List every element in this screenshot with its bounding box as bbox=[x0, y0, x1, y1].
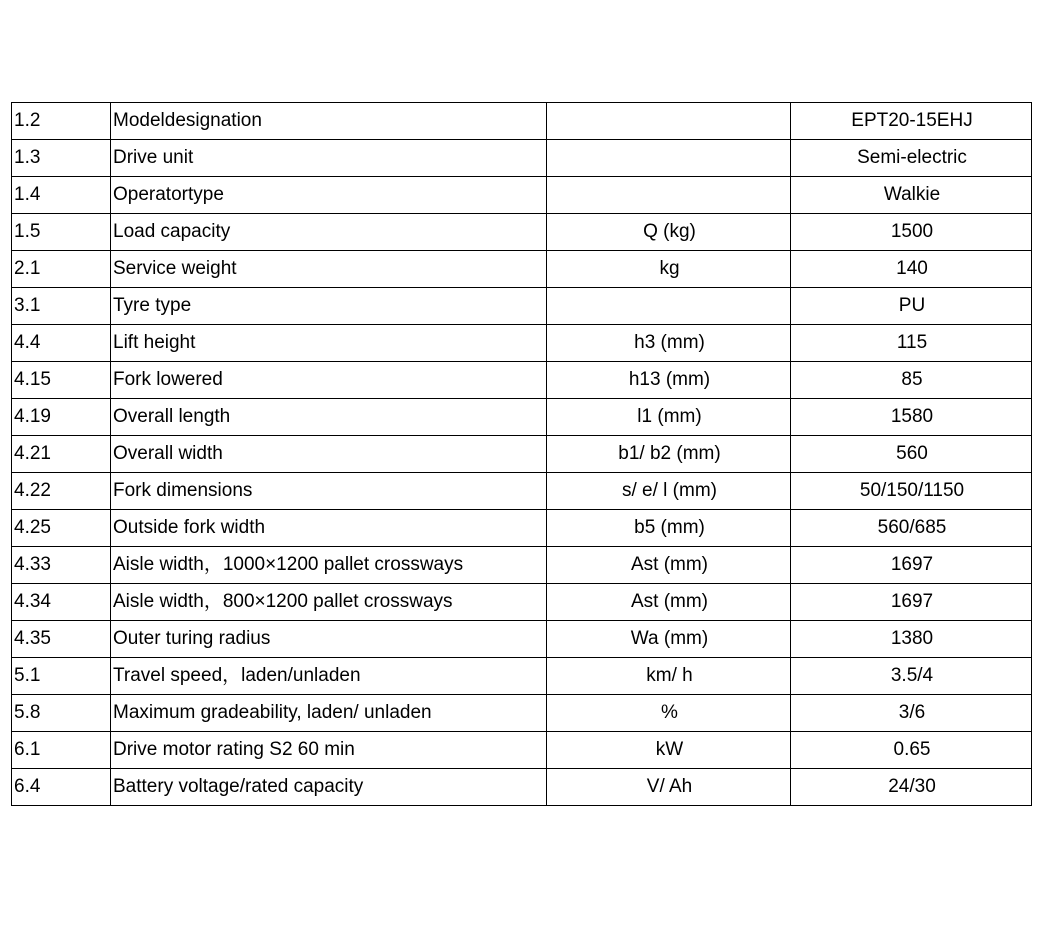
row-value: 560/685 bbox=[791, 510, 1032, 547]
row-unit: h13 (mm) bbox=[547, 362, 791, 399]
row-unit: h3 (mm) bbox=[547, 325, 791, 362]
row-number: 4.19 bbox=[12, 399, 111, 436]
row-value: 24/30 bbox=[791, 769, 1032, 806]
row-number: 4.35 bbox=[12, 621, 111, 658]
row-value: 560 bbox=[791, 436, 1032, 473]
row-value: 1500 bbox=[791, 214, 1032, 251]
row-value: 140 bbox=[791, 251, 1032, 288]
table-row bbox=[12, 769, 1032, 806]
row-item: Modeldesignation bbox=[111, 103, 547, 140]
table-row bbox=[12, 399, 1032, 436]
row-unit: % bbox=[547, 695, 791, 732]
table-row bbox=[12, 510, 1032, 547]
row-value: 1580 bbox=[791, 399, 1032, 436]
row-value: 50/150/1150 bbox=[791, 473, 1032, 510]
row-item: Maximum gradeability, laden/ unladen bbox=[111, 695, 547, 732]
row-unit: Q (kg) bbox=[547, 214, 791, 251]
table-row bbox=[12, 288, 1032, 325]
row-number: 4.15 bbox=[12, 362, 111, 399]
row-number: 1.4 bbox=[12, 177, 111, 214]
row-value: 3/6 bbox=[791, 695, 1032, 732]
row-item: Fork lowered bbox=[111, 362, 547, 399]
row-value: EPT20-15EHJ bbox=[791, 103, 1032, 140]
row-unit: b1/ b2 (mm) bbox=[547, 436, 791, 473]
row-item: Battery voltage/rated capacity bbox=[111, 769, 547, 806]
row-item: Load capacity bbox=[111, 214, 547, 251]
row-value: 1380 bbox=[791, 621, 1032, 658]
row-number: 4.22 bbox=[12, 473, 111, 510]
table-row bbox=[12, 695, 1032, 732]
row-item: Aisle width，1000×1200 pallet crossways bbox=[111, 547, 547, 584]
row-unit: s/ e/ l (mm) bbox=[547, 473, 791, 510]
row-unit: Ast (mm) bbox=[547, 584, 791, 621]
spec-table bbox=[11, 102, 1032, 806]
row-unit bbox=[547, 177, 791, 214]
row-value: 1697 bbox=[791, 584, 1032, 621]
row-value: 1697 bbox=[791, 547, 1032, 584]
row-item: Drive unit bbox=[111, 140, 547, 177]
row-unit bbox=[547, 103, 791, 140]
row-unit: Ast (mm) bbox=[547, 547, 791, 584]
row-number: 5.1 bbox=[12, 658, 111, 695]
row-number: 1.3 bbox=[12, 140, 111, 177]
row-number: 6.1 bbox=[12, 732, 111, 769]
row-item: Outside fork width bbox=[111, 510, 547, 547]
row-item: Outer turing radius bbox=[111, 621, 547, 658]
table-row bbox=[12, 325, 1032, 362]
row-value: PU bbox=[791, 288, 1032, 325]
row-number: 1.5 bbox=[12, 214, 111, 251]
table-row bbox=[12, 584, 1032, 621]
table-row bbox=[12, 251, 1032, 288]
row-unit: V/ Ah bbox=[547, 769, 791, 806]
row-item: Fork dimensions bbox=[111, 473, 547, 510]
row-item: Lift height bbox=[111, 325, 547, 362]
row-item: Overall width bbox=[111, 436, 547, 473]
row-unit bbox=[547, 288, 791, 325]
row-item: Operatortype bbox=[111, 177, 547, 214]
row-number: 6.4 bbox=[12, 769, 111, 806]
table-row bbox=[12, 140, 1032, 177]
row-number: 3.1 bbox=[12, 288, 111, 325]
row-unit: Wa (mm) bbox=[547, 621, 791, 658]
row-item: Service weight bbox=[111, 251, 547, 288]
spec-table-body bbox=[12, 103, 1032, 806]
row-value: 3.5/4 bbox=[791, 658, 1032, 695]
row-value: Walkie bbox=[791, 177, 1032, 214]
row-number: 4.34 bbox=[12, 584, 111, 621]
table-row bbox=[12, 732, 1032, 769]
row-number: 1.2 bbox=[12, 103, 111, 140]
row-unit bbox=[547, 140, 791, 177]
row-unit: l1 (mm) bbox=[547, 399, 791, 436]
table-row bbox=[12, 214, 1032, 251]
row-number: 2.1 bbox=[12, 251, 111, 288]
row-unit: kg bbox=[547, 251, 791, 288]
row-value: 85 bbox=[791, 362, 1032, 399]
row-item: Overall length bbox=[111, 399, 547, 436]
row-unit: kW bbox=[547, 732, 791, 769]
row-item: Travel speed，laden/unladen bbox=[111, 658, 547, 695]
row-number: 4.33 bbox=[12, 547, 111, 584]
row-number: 5.8 bbox=[12, 695, 111, 732]
table-row bbox=[12, 621, 1032, 658]
table-row bbox=[12, 547, 1032, 584]
row-item: Aisle width，800×1200 pallet crossways bbox=[111, 584, 547, 621]
table-row bbox=[12, 177, 1032, 214]
table-row bbox=[12, 658, 1032, 695]
row-number: 4.25 bbox=[12, 510, 111, 547]
row-unit: b5 (mm) bbox=[547, 510, 791, 547]
table-row bbox=[12, 473, 1032, 510]
row-value: 115 bbox=[791, 325, 1032, 362]
row-item: Drive motor rating S2 60 min bbox=[111, 732, 547, 769]
table-row bbox=[12, 436, 1032, 473]
row-value: 0.65 bbox=[791, 732, 1032, 769]
row-item: Tyre type bbox=[111, 288, 547, 325]
row-unit: km/ h bbox=[547, 658, 791, 695]
row-number: 4.4 bbox=[12, 325, 111, 362]
row-value: Semi-electric bbox=[791, 140, 1032, 177]
table-row bbox=[12, 362, 1032, 399]
table-row bbox=[12, 103, 1032, 140]
row-number: 4.21 bbox=[12, 436, 111, 473]
